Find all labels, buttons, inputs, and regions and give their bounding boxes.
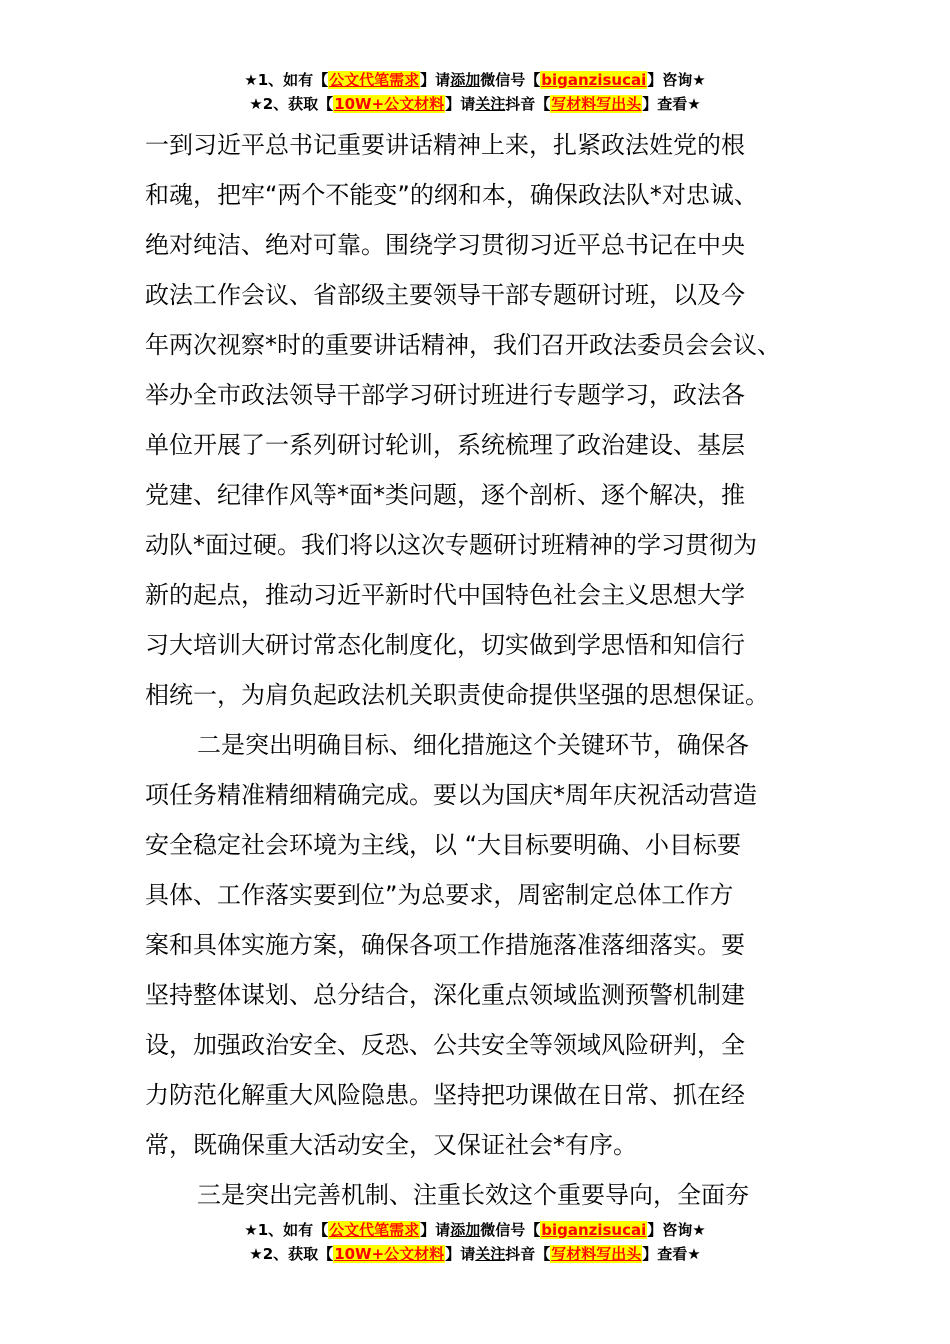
header-banner-line-1 xyxy=(0,68,950,92)
banner-text: 】请 xyxy=(420,1221,451,1239)
body-line: 相统一，为肩负起政法机关职责使命提供坚强的思想保证。 xyxy=(145,681,769,709)
body-line: 常，既确保重大活动安全，又保证社会*有序。 xyxy=(145,1131,637,1159)
service-highlight: 公文代笔需求 xyxy=(329,1221,420,1239)
banner-text: ★2、获取【 xyxy=(249,1245,334,1263)
banner-underlined-text: 添加 xyxy=(450,1221,481,1239)
header-banner xyxy=(0,68,950,116)
wechat-id-highlight: biganzisucai xyxy=(541,71,647,89)
body-line: 设，加强政治安全、反恐、公共安全等领域风险研判，全 xyxy=(145,1031,745,1059)
body-line: 党建、纪律作风等*面*类问题，逐个剖析、逐个解决，推 xyxy=(145,481,745,509)
banner-text: 】请 xyxy=(445,95,476,113)
body-line: 新的起点，推动习近平新时代中国特色社会主义思想大学 xyxy=(145,581,745,609)
footer-banner-line-1 xyxy=(0,1218,950,1242)
body-line: 政法工作会议、省部级主要领导干部专题研讨班，以及今 xyxy=(145,281,745,309)
body-line: 年两次视察*时的重要讲话精神，我们召开政法委员会会议、 xyxy=(145,331,781,359)
wechat-id-highlight: biganzisucai xyxy=(541,1221,647,1239)
banner-underlined-text: 添加 xyxy=(450,71,481,89)
materials-highlight: 10W+公文材料 xyxy=(334,95,445,113)
banner-text: ★1、如有【 xyxy=(244,1221,329,1239)
body-line: 习大培训大研讨常态化制度化，切实做到学思悟和知信行 xyxy=(145,631,745,659)
banner-text: 】请 xyxy=(445,1245,476,1263)
douyin-account-highlight: 写材料写出头 xyxy=(551,1245,642,1263)
body-line: 力防范化解重大风险隐患。坚持把功课做在日常、抓在经 xyxy=(145,1081,745,1109)
document-body xyxy=(145,120,810,1220)
banner-text: 】请 xyxy=(420,71,451,89)
banner-text: 】咨询★ xyxy=(647,71,706,89)
body-line: 安全稳定社会环境为主线，以 “大目标要明确、小目标要 xyxy=(145,831,742,859)
body-line: 绝对纯洁、绝对可靠。围绕学习贯彻习近平总书记在中央 xyxy=(145,231,745,259)
banner-text: 抖音【 xyxy=(505,1245,551,1263)
banner-text: 】查看★ xyxy=(642,1245,701,1263)
body-line: 项任务精准精细精确完成。要以为国庆*周年庆祝活动营造 xyxy=(145,781,757,809)
body-line: 坚持整体谋划、总分结合，深化重点领域监测预警机制建 xyxy=(145,981,745,1009)
body-line: 举办全市政法领导干部学习研讨班进行专题学习，政法各 xyxy=(145,381,745,409)
banner-underlined-text: 关注 xyxy=(475,95,506,113)
body-line: 动队*面过硬。我们将以这次专题研讨班精神的学习贯彻为 xyxy=(145,531,757,559)
banner-text: 微信号【 xyxy=(480,1221,541,1239)
douyin-account-highlight: 写材料写出头 xyxy=(551,95,642,113)
body-line: 具体、工作落实要到位”为总要求，周密制定总体工作方 xyxy=(145,881,734,909)
header-banner-line-2 xyxy=(0,92,950,116)
service-highlight: 公文代笔需求 xyxy=(329,71,420,89)
banner-text: ★2、获取【 xyxy=(249,95,334,113)
banner-text: 抖音【 xyxy=(505,95,551,113)
banner-text: 】咨询★ xyxy=(647,1221,706,1239)
body-line: 一到习近平总书记重要讲话精神上来，扎紧政法姓党的根 xyxy=(145,131,745,159)
paragraph-start-line: 二是突出明确目标、细化措施这个关键环节，确保各 xyxy=(197,731,749,759)
banner-text: 微信号【 xyxy=(480,71,541,89)
banner-text: 】查看★ xyxy=(642,95,701,113)
banner-text: ★1、如有【 xyxy=(244,71,329,89)
materials-highlight: 10W+公文材料 xyxy=(334,1245,445,1263)
body-line: 单位开展了一系列研讨轮训，系统梳理了政治建设、基层 xyxy=(145,431,745,459)
body-line: 案和具体实施方案，确保各项工作措施落准落细落实。要 xyxy=(145,931,745,959)
body-line: 和魂，把牢“两个不能变”的纲和本，确保政法队*对忠诚、 xyxy=(145,181,758,209)
paragraph-start-line: 三是突出完善机制、注重长效这个重要导向，全面夯 xyxy=(197,1181,749,1209)
footer-banner-line-2 xyxy=(0,1242,950,1266)
banner-underlined-text: 关注 xyxy=(475,1245,506,1263)
footer-banner xyxy=(0,1218,950,1266)
